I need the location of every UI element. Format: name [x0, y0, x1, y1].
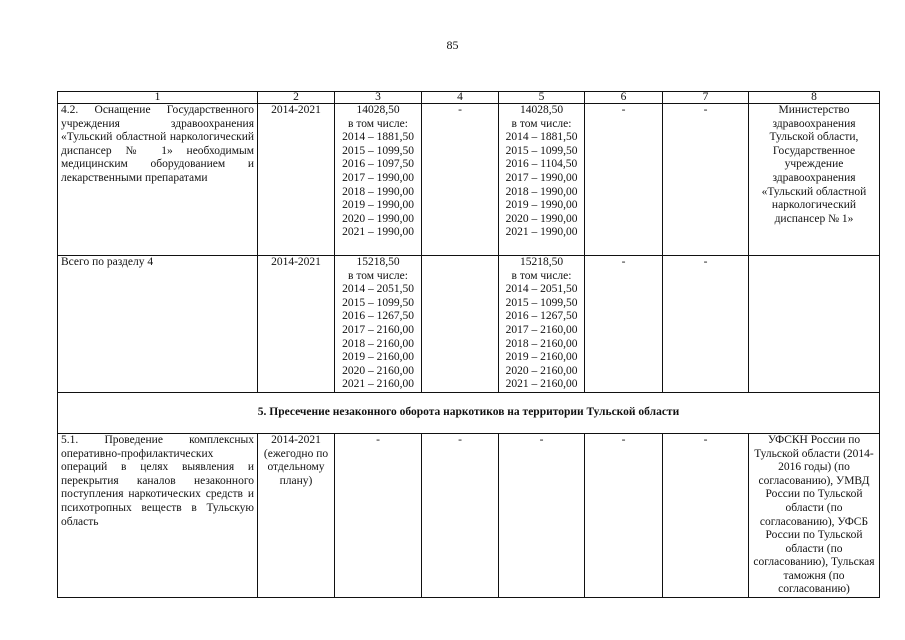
- period-cell: 2014-2021: [258, 104, 335, 256]
- col5-funding-cell: -: [499, 433, 585, 597]
- column-header: 3: [335, 92, 422, 104]
- funding-line: 2021 – 2160,00: [505, 378, 578, 391]
- funding-line: в том числе:: [511, 117, 572, 130]
- page-number: 85: [446, 38, 459, 52]
- funding-line: в том числе:: [348, 269, 408, 282]
- funding-line: 2019 – 1990,00: [505, 199, 578, 212]
- period-cell: 2014-2021: [258, 256, 335, 393]
- funding-line: 15218,50: [356, 256, 400, 268]
- column-header: 7: [663, 92, 749, 104]
- total-funding-cell: [335, 256, 422, 393]
- funding-line: 2017 – 2160,00: [342, 323, 414, 336]
- col6-cell: -: [585, 104, 663, 256]
- funding-line: 2016 – 1267,50: [505, 310, 578, 323]
- col7-cell: -: [663, 104, 749, 256]
- column-header: 1: [58, 92, 258, 104]
- funding-line: 2015 – 1099,50: [505, 296, 578, 309]
- funding-line: 2016 – 1104,50: [505, 158, 578, 171]
- col4-cell: -: [422, 433, 499, 597]
- col5-funding-cell: [499, 256, 585, 393]
- funding-line: 14028,50: [519, 104, 564, 116]
- col7-cell: -: [663, 433, 749, 597]
- funding-line: 2014 – 1881,50: [505, 131, 578, 144]
- measure-name-cell: 4.2. Оснащение Государственного учреждения здравоохранения «Тульский областной наркологический диспансер № 1» необходимым медицинским оборудованием и лекарственными препаратами: [58, 104, 258, 256]
- funding-line: 2015 – 1099,50: [505, 144, 578, 157]
- funding-line: 2017 – 2160,00: [505, 323, 578, 336]
- table-header-row: [58, 92, 880, 104]
- funding-line: 2019 – 2160,00: [505, 351, 578, 364]
- total-funding-cell: -: [335, 433, 422, 597]
- funding-line: 2021 – 2160,00: [342, 378, 414, 391]
- funding-line: 2016 – 1267,50: [342, 310, 414, 323]
- funding-line: 2014 – 2051,50: [505, 283, 578, 296]
- column-header: 8: [749, 92, 880, 104]
- funding-line: 2021 – 1990,00: [505, 226, 578, 239]
- funding-line: 2015 – 1099,50: [342, 144, 414, 157]
- table-row: [58, 104, 880, 256]
- funding-line: 2019 – 1990,00: [342, 199, 414, 212]
- funding-line: 2018 – 2160,00: [505, 337, 578, 350]
- measure-name-cell: 5.1. Проведение комплексных оперативно-профилактических операций в целях выявления и перекрытия каналов незаконного поступления наркотических средств и психотропных веществ в Тульскую область: [58, 433, 258, 597]
- col6-cell: -: [585, 256, 663, 393]
- col5-funding-cell: [499, 104, 585, 256]
- program-table: [57, 91, 880, 598]
- column-header: 2: [258, 92, 335, 104]
- funding-line: 2020 – 1990,00: [505, 212, 578, 225]
- column-header: 6: [585, 92, 663, 104]
- executor-cell: [749, 256, 880, 393]
- column-header: 4: [422, 92, 499, 104]
- table-row: [58, 256, 880, 393]
- funding-line: 2019 – 2160,00: [342, 351, 414, 364]
- executor-cell: Министерство здравоохранения Тульской области, Государственное учреждение здравоохранения «Тульский областной наркологический диспансер № 1»: [749, 104, 880, 256]
- funding-line: 14028,50: [356, 104, 400, 116]
- funding-line: 2020 – 2160,00: [342, 364, 414, 377]
- table-row: [58, 433, 880, 597]
- col7-cell: -: [663, 256, 749, 393]
- column-header: 5: [499, 92, 585, 104]
- funding-line: 2016 – 1097,50: [342, 158, 414, 171]
- executor-cell: УФСКН России по Тульской области (2014-2016 годы) (по согласованию), УМВД России по Тульской области (по согласованию), УФСБ России по Тульской области (по согласованию), Тульская таможня (по согласованию): [749, 433, 880, 597]
- funding-line: 2014 – 1881,50: [342, 131, 414, 144]
- section-heading-row: [58, 392, 880, 433]
- funding-line: в том числе:: [348, 117, 408, 130]
- funding-line: 2020 – 2160,00: [505, 364, 578, 377]
- funding-line: 2018 – 1990,00: [505, 185, 578, 198]
- funding-line: 2015 – 1099,50: [342, 296, 414, 309]
- funding-line: в том числе:: [511, 269, 572, 282]
- funding-line: 2014 – 2051,50: [342, 283, 414, 296]
- col4-cell: -: [422, 104, 499, 256]
- col6-cell: -: [585, 433, 663, 597]
- funding-line: 2018 – 2160,00: [342, 337, 414, 350]
- measure-name-cell: Всего по разделу 4: [58, 256, 258, 393]
- total-funding-cell: [335, 104, 422, 256]
- funding-line: 2018 – 1990,00: [342, 185, 414, 198]
- funding-line: 2020 – 1990,00: [342, 212, 414, 225]
- funding-line: 2017 – 1990,00: [505, 171, 578, 184]
- section-title: 5. Пресечение незаконного оборота наркотиков на территории Тульской области: [58, 392, 880, 433]
- funding-line: 2017 – 1990,00: [342, 171, 414, 184]
- col4-cell: [422, 256, 499, 393]
- period-cell: 2014-2021 (ежегодно по отдельному плану): [258, 433, 335, 597]
- funding-line: 15218,50: [519, 256, 564, 268]
- funding-line: 2021 – 1990,00: [342, 226, 414, 239]
